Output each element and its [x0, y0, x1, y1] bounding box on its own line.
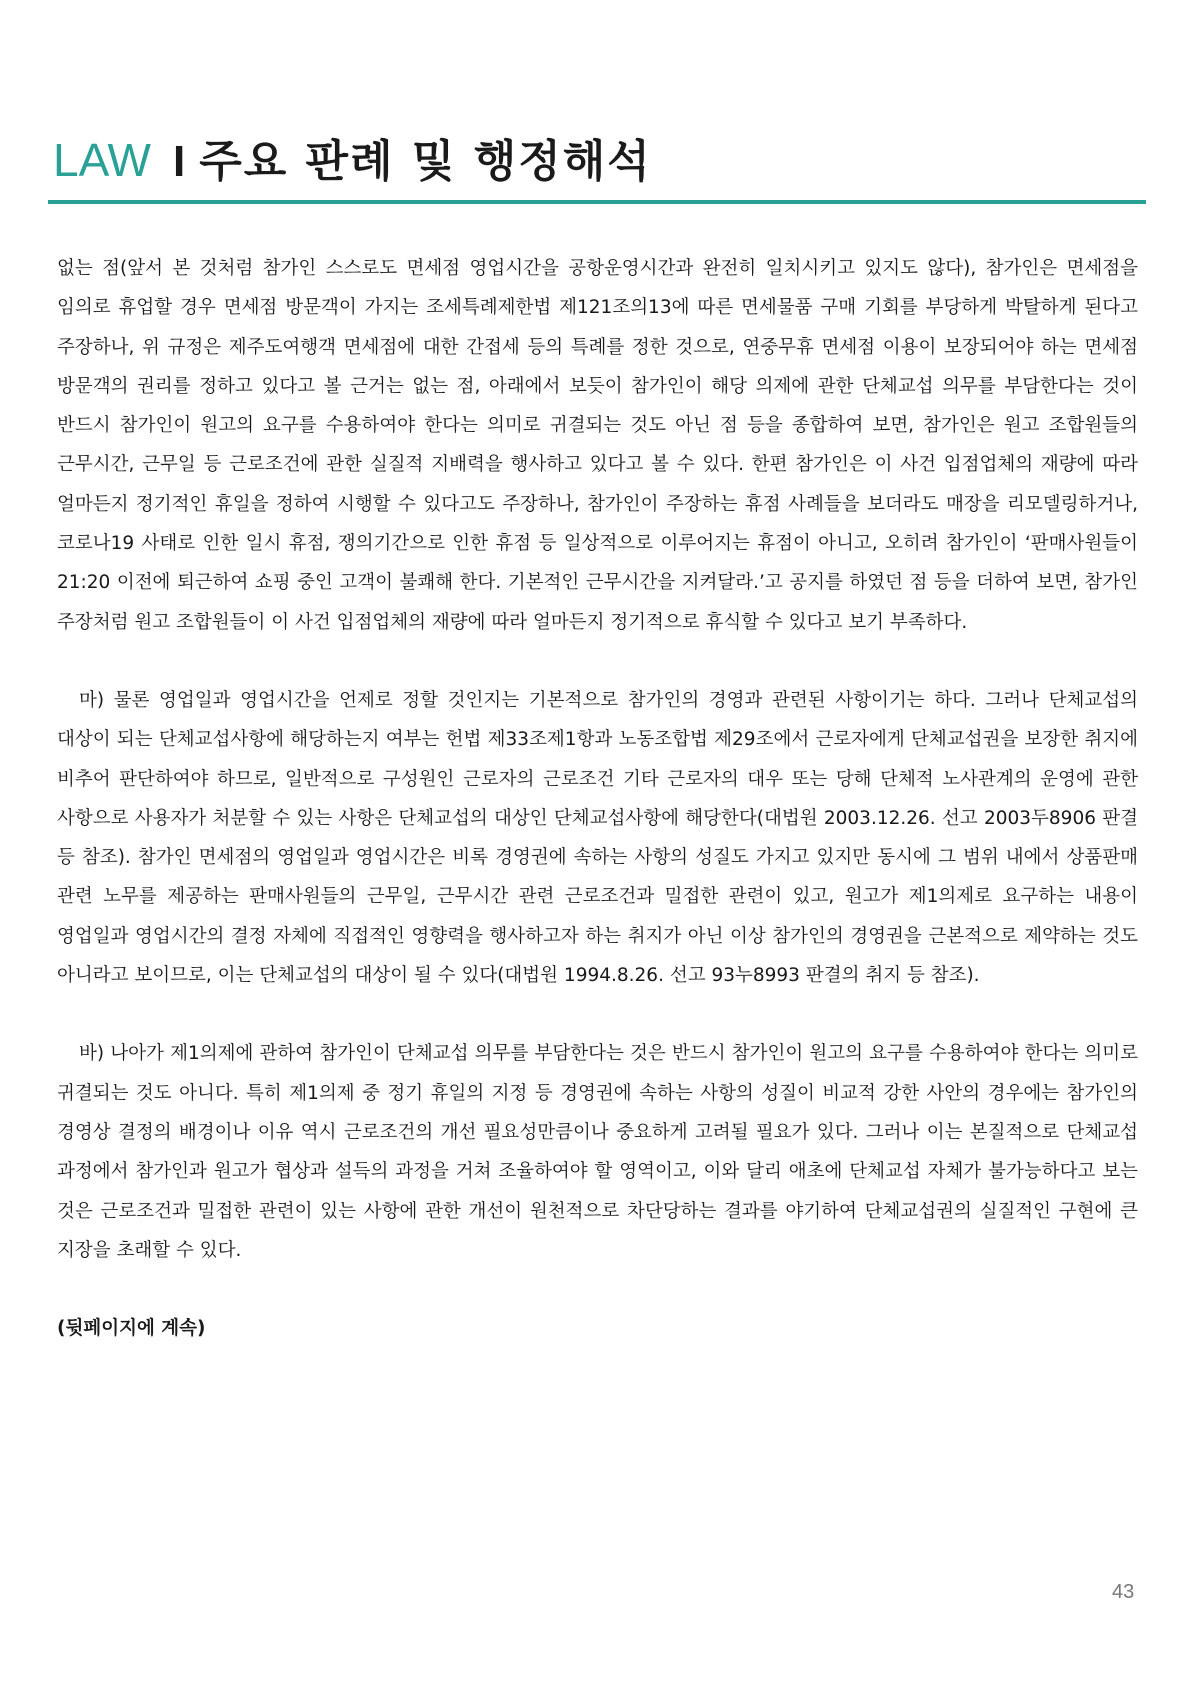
- page-header: [48, 128, 1146, 204]
- paragraph-gap: [57, 642, 1138, 681]
- paragraph-gap: [57, 995, 1138, 1034]
- page-title: 주요 판례 및 행정해석: [199, 136, 652, 187]
- paragraph-continuation: 없는 점(앞서 본 것처럼 참가인 스스로도 면세점 영업시간을 공항운영시간과 완전히 일치시키고 있지도 않다), 참가인은 면세점을 임의로 휴업할 경우 면세점 방문객이 가지는 조세특례제한법 제121조의13에 따른 면세물품 구매 기회를 부당하게 박탈하게 된다고 주장하나, 위 규정은 제주도여행객 면세점에 대한 간접세 등의 특례를 정한 것으로, 연중무휴 면세점 이용이 보장되어야 하는 면세점 방문객의 권리를 정하고 있다고 볼 근거는 없는 점, 아래에서 보듯이 참가인이 해당 의제에 관한 단체교섭 의무를 부담한다는 것이 반드시 참가인이 원고의 요구를 수용하여야 한다는 의미로 귀결되는 것도 아닌 점 등을 종합하여 보면, 참가인은 원고 조합원들의 근무시간, 근무일 등 근로조건에 관한 실질적 지배력을 행사하고 있다고 볼 수 있다. 한편 참가인은 이 사건 입점업체의 재량에 따라 얼마든지 정기적인 휴일을 정하여 시행할 수 있다고도 주장하나, 참가인이 주장하는 휴점 사례들을 보더라도 매장을 리모델링하거나, 코로나19 사태로 인한 일시 휴점, 쟁의기간으로 인한 휴점 등 일상적으로 이루어지는 휴점이 아니고, 오히려 참가인이 ‘판매사원들이 21:20 이전에 퇴근하여 쇼핑 중인 고객이 불쾌해 한다. 기본적인 근무시간을 지켜달라.’고 공지를 하였던 점 등을 더하여 보면, 참가인 주장처럼 원고 조합원들이 이 사건 입점업체의 재량에 따라 얼마든지 정기적으로 휴식할 수 있다고 보기 부족하다.: [57, 258, 1138, 633]
- section-title: [53, 132, 652, 190]
- paragraph-ba: 바) 나아가 제1의제에 관하여 참가인이 단체교섭 의무를 부담한다는 것은 반드시 참가인이 원고의 요구를 수용하여야 한다는 의미로 귀결되는 것도 아니다. 특히 제1의제 중 정기 휴일의 지정 등 경영권에 속하는 사항의 성질이 비교적 강한 사안의 경우에는 참가인의 경영상 결정의 배경이나 이유 역시 근로조건의 개선 필요성만큼이나 중요하게 고려될 필요가 있다. 그러나 이는 본질적으로 단체교섭 과정에서 참가인과 원고가 협상과 설득의 과정을 거쳐 조율하여야 할 영역이고, 이와 달리 애초에 단체교섭 자체가 불가능하다고 보는 것은 근로조건과 밀접한 관련이 있는 사항에 관한 개선이 원천적으로 차단당하는 결과를 야기하여 단체교섭권의 실질적인 구현에 큰 지장을 초래할 수 있다.: [57, 1043, 1138, 1261]
- page-number: 43: [1112, 1581, 1135, 1603]
- continued-note: (뒷페이지에 계속): [57, 1318, 206, 1340]
- law-label: LAW: [53, 134, 151, 186]
- document-body: [57, 249, 1138, 1348]
- title-separator: I: [172, 137, 186, 186]
- paragraph-ma: 마) 물론 영업일과 영업시간을 언제로 정할 것인지는 기본적으로 참가인의 경영과 관련된 사항이기는 하다. 그러나 단체교섭의 대상이 되는 단체교섭사항에 해당하는지 여부는 헌법 제33조제1항과 노동조합법 제29조에서 근로자에게 단체교섭권을 보장한 취지에 비추어 판단하여야 하므로, 일반적으로 구성원인 근로자의 근로조건 기타 근로자의 대우 또는 당해 단체적 노사관계의 운영에 관한 사항으로 사용자가 처분할 수 있는 사항은 단체교섭의 대상인 단체교섭사항에 해당한다(대법원 2003.12.26. 선고 2003두8906 판결 등 참조). 참가인 면세점의 영업일과 영업시간은 비록 경영권에 속하는 사항의 성질도 가지고 있지만 동시에 그 범위 내에서 상품판매 관련 노무를 제공하는 판매사원들의 근무일, 근무시간 관련 근로조건과 밀접한 관련이 있고, 원고가 제1의제로 요구하는 내용이 영업일과 영업시간의 결정 자체에 직접적인 영향력을 행사하고자 하는 취지가 아닌 이상 참가인의 경영권을 근본적으로 제약하는 것도 아니라고 보이므로, 이는 단체교섭의 대상이 될 수 있다(대법원 1994.8.26. 선고 93누8993 판결의 취지 등 참조).: [57, 689, 1138, 987]
